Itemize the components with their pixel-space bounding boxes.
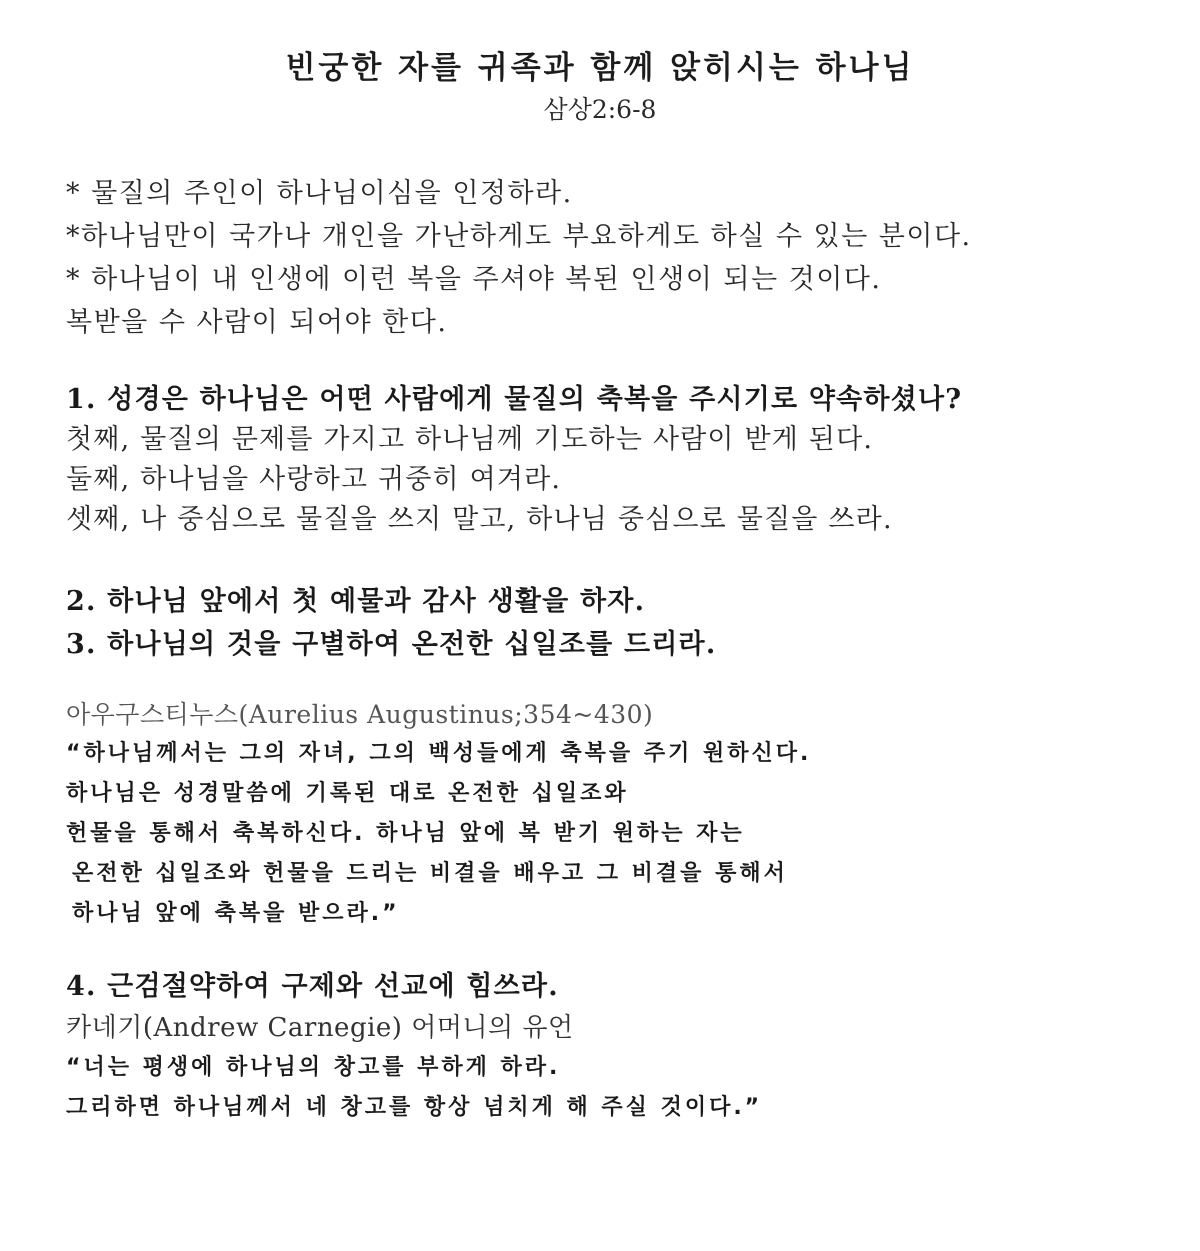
quote-line: 온전한 십일조와 헌물을 드리는 비결을 배우고 그 비결을 통해서	[72, 861, 788, 886]
intro-line: *하나님만이 국가나 개인을 가난하게도 부요하게도 하실 수 있는 분이다.	[66, 221, 972, 252]
section-1-point: 첫째, 물질의 문제를 가지고 하나님께 기도하는 사람이 받게 된다.	[66, 424, 874, 455]
quote-line: 하나님 앞에 축복을 받으라.”	[72, 901, 400, 926]
quote-line: “너는 평생에 하나님의 창고를 부하게 하라.	[66, 1055, 561, 1080]
section-1-point: 둘째, 하나님을 사랑하고 귀중히 여겨라.	[66, 464, 562, 495]
quote-line: “하나님께서는 그의 자녀, 그의 백성들에게 축복을 주기 원하신다.	[66, 741, 812, 766]
section-1	[66, 380, 1176, 540]
document-title: 빈궁한 자를 귀족과 함께 앉히시는 하나님	[285, 50, 915, 86]
intro-section	[66, 172, 1176, 344]
augustine-quote	[66, 696, 1176, 934]
intro-line: * 물질의 주인이 하나님이심을 인정하라.	[66, 178, 573, 209]
quote-line: 그리하면 하나님께서 네 창고를 항상 넘치게 해 주실 것이다.”	[66, 1095, 763, 1120]
section-4	[66, 966, 1176, 1128]
section-2-heading: 2. 하나님 앞에서 첫 예물과 감사 생활을 하자.	[66, 586, 646, 617]
intro-line: * 하나님이 내 인생에 이런 복을 주셔야 복된 인생이 되는 것이다.	[66, 264, 882, 295]
section-3-heading: 3. 하나님의 것을 구별하여 온전한 십일조를 드리라.	[66, 629, 717, 660]
quote-line: 하나님은 성경말씀에 기록된 대로 온전한 십일조와	[66, 781, 629, 806]
quote-attribution: 아우구스티누스(Aurelius Augustinus;354~430)	[66, 700, 654, 729]
quote-line: 헌물을 통해서 축복하신다. 하나님 앞에 복 받기 원하는 자는	[66, 821, 745, 846]
sections-2-3	[66, 580, 1176, 666]
section-4-heading: 4. 근검절약하여 구제와 선교에 힘쓰라.	[66, 971, 559, 1002]
section-1-heading: 1. 성경은 하나님은 어떤 사람에게 물질의 축복을 주시기로 약속하셨나?	[66, 384, 963, 415]
scripture-reference: 삼상2:6-8	[543, 95, 657, 124]
section-1-point: 셋째, 나 중심으로 물질을 쓰지 말고, 하나님 중심으로 물질을 쓰라.	[66, 504, 893, 535]
quote-attribution: 카네기(Andrew Carnegie) 어머니의 유언	[66, 1013, 574, 1043]
intro-line: 복받을 수 사람이 되어야 한다.	[66, 307, 448, 338]
